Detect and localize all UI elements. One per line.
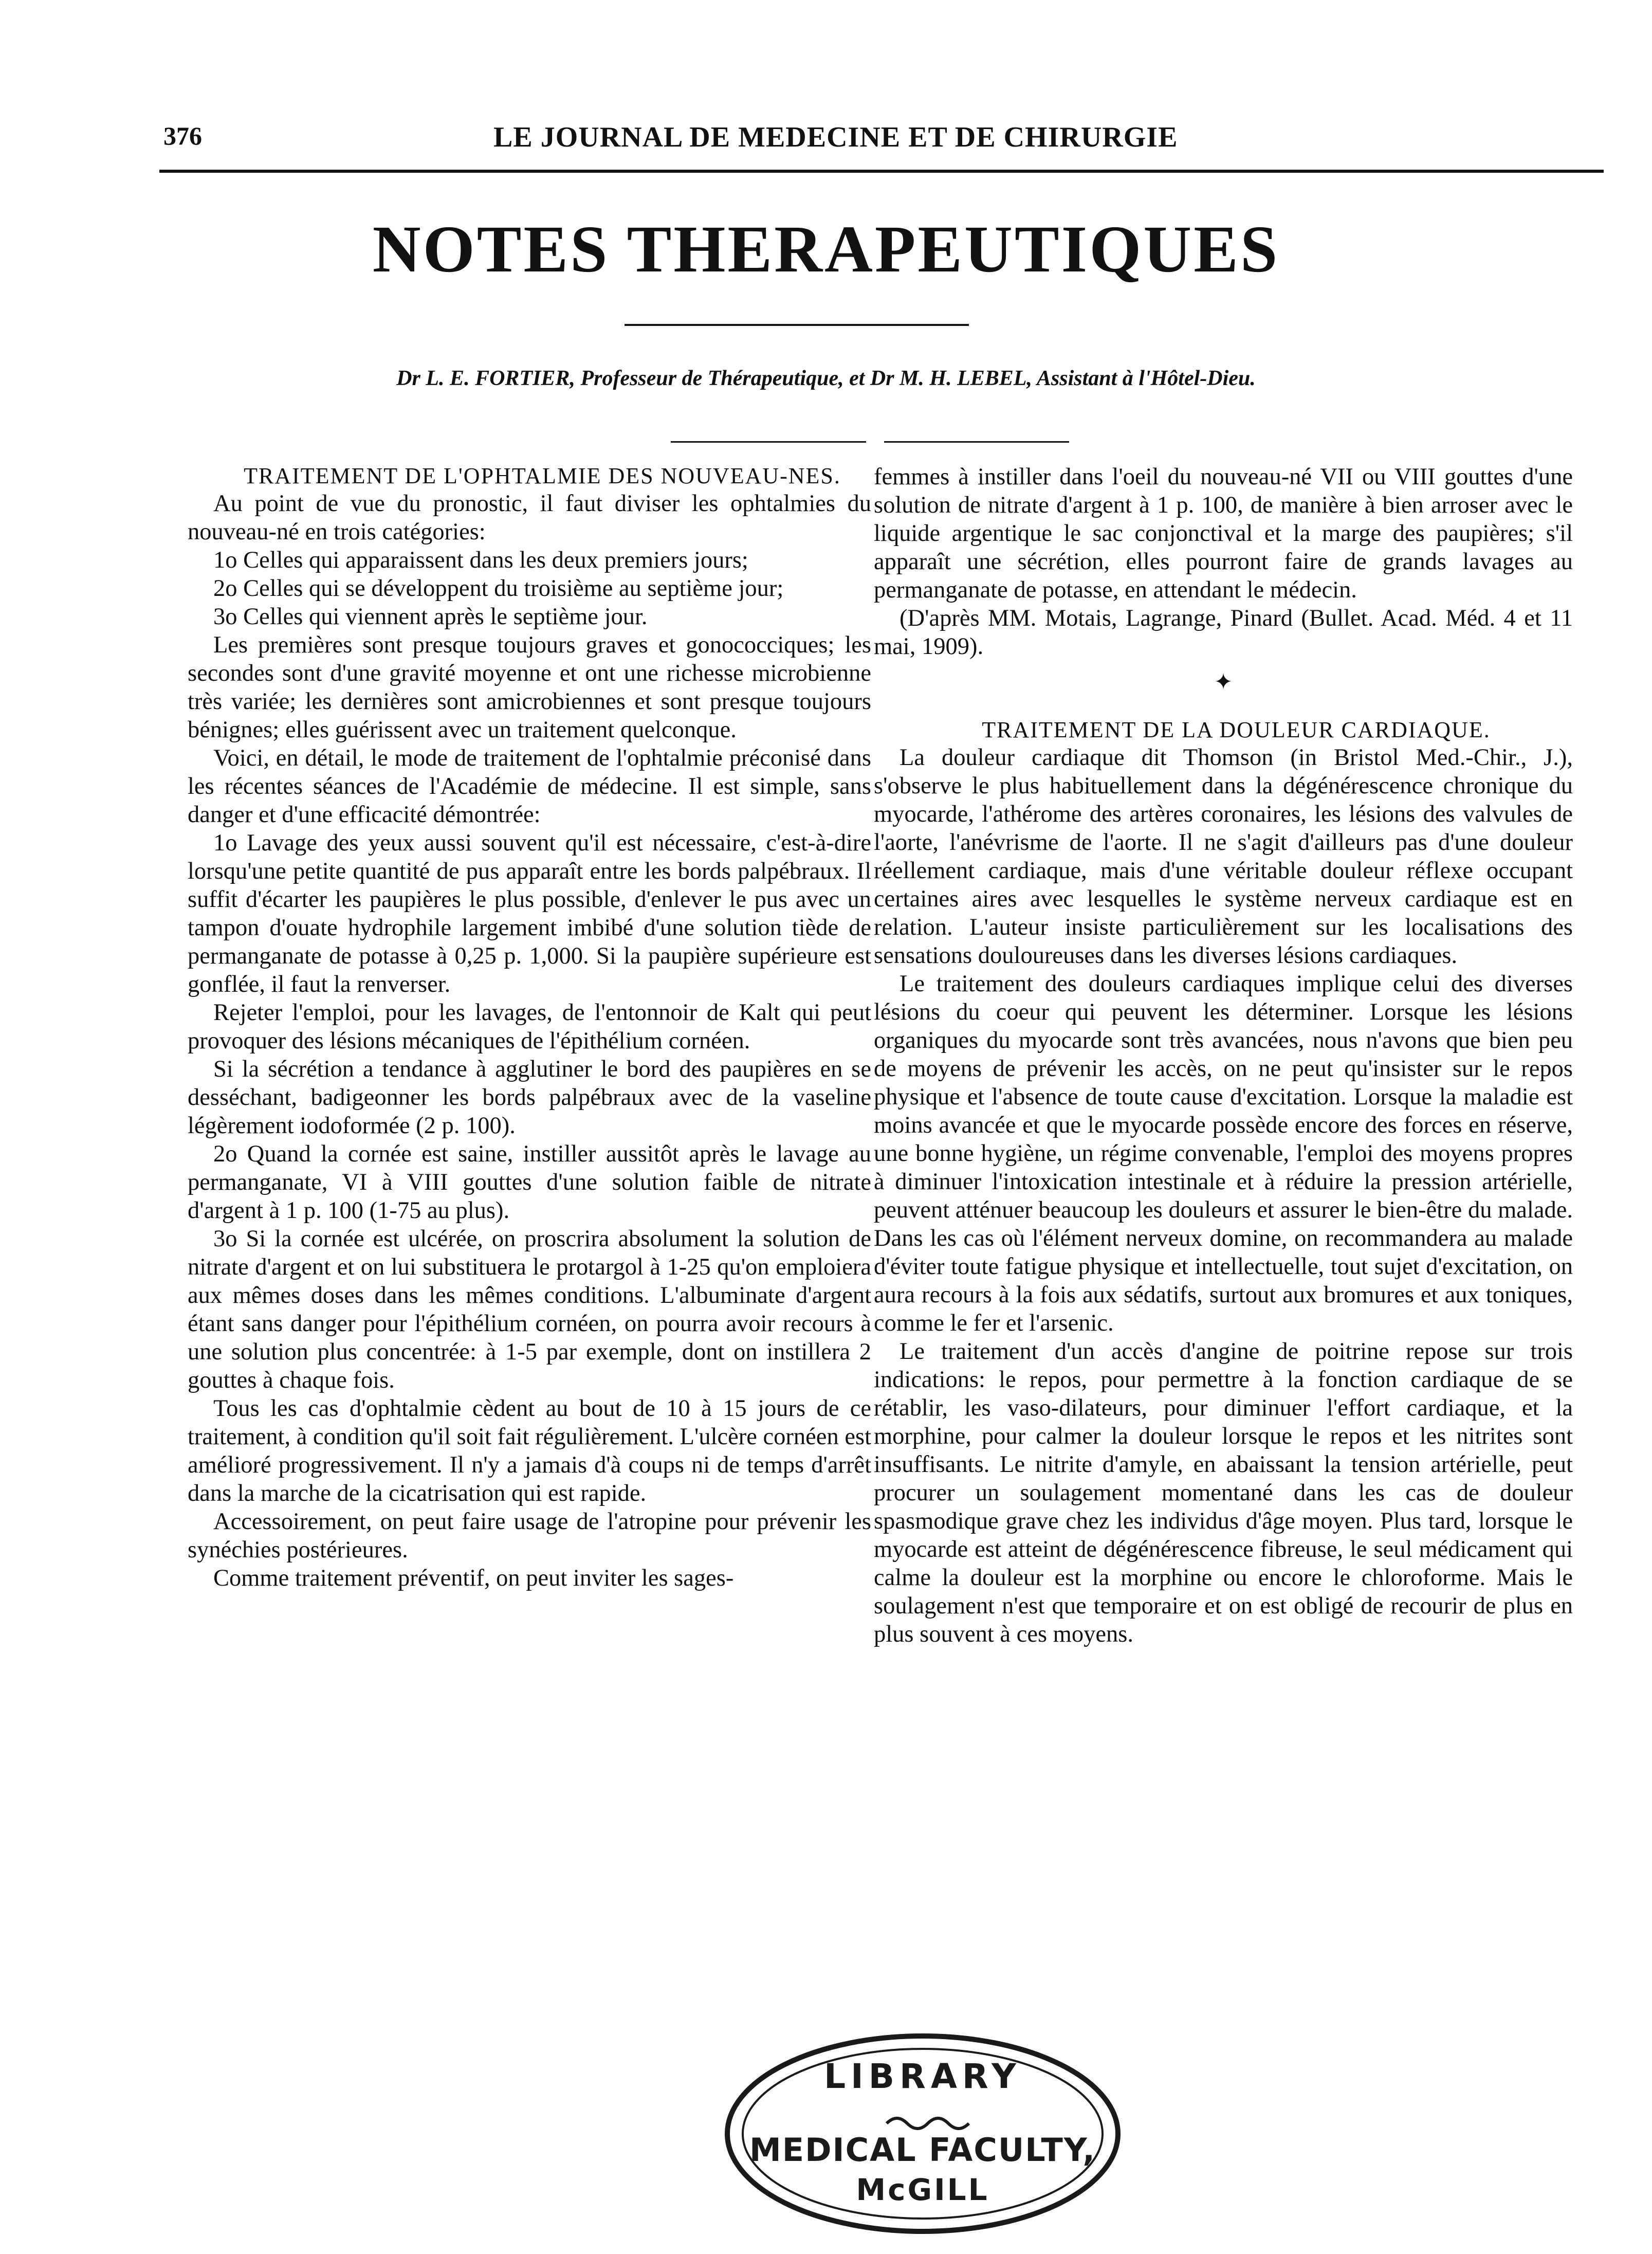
byline-rule-right	[884, 441, 1069, 443]
page-number: 376	[163, 121, 202, 150]
page-title: NOTES THERAPEUTIQUES	[372, 212, 1280, 286]
stamp-line-library: LIBRARY	[824, 2057, 1021, 2096]
paragraph: Rejeter l'emploi, pour les lavages, de l'entonnoir de Kalt qui peut provoquer des lésions mécaniques de l'épithélium cornéen.	[188, 999, 871, 1054]
paragraph: Le traitement des douleurs cardiaques implique celui des diverses lésions du coeur qui peuvent les déterminer. Lorsque les lésions organiques du myocarde sont très avancées, nous n'avons que bien peu de moyens de prévenir les accès, on ne peut qu'insister sur le repos physique et l'absence de toute cause d'excitation. Lorsque la maladie est moins avancée et que le myocarde possède encore des forces en réserve, une bonne hygiène, un régime convenable, l'emploi des moyens propres à diminuer l'intoxication intestinale et à réduire la pression artérielle, peuvent atténuer beaucoup les douleurs et assurer le bien-être du malade. Dans les cas où l'élément nerveux domine, on recommandera au malade d'éviter toute fatigue physique et intellectuelle, tout sujet d'excitation, on aura recours à la fois aux sédatifs, surtout aux bromures et aux toniques, comme le fer et l'arsenic.	[874, 971, 1573, 1336]
paragraph: 1o Celles qui apparaissent dans les deux premiers jours;	[213, 547, 748, 573]
paragraph: Les premières sont presque toujours graves et gonococciques; les secondes sont d'une gravité moyenne et ont une richesse microbienne très variée; les dernières sont amicrobiennes et sont presque toujours bénignes; elles guérissent avec un traitement quelconque.	[188, 632, 871, 743]
library-stamp	[717, 2021, 1128, 2237]
paragraph: Comme traitement préventif, on peut inviter les sages-	[213, 1565, 734, 1591]
paragraph: Si la sécrétion a tendance à agglutiner le bord des paupières en se desséchant, badigeonner les bords palpébraux avec de la vaseline légèrement iodoformée (2 p. 100).	[188, 1056, 871, 1139]
paragraph: 3o Celles qui viennent après le septième jour.	[213, 604, 648, 630]
paragraph: La douleur cardiaque dit Thomson (in Bristol Med.-Chir., J.), s'observe le plus habituellement dans la dégénérescence chronique du myocarde, l'athérome des artères coronaires, les lésions des valvules de l'aorte, l'anévrisme de l'aorte. Il ne s'agit d'ailleurs pas d'une douleur réellement cardiaque, mais d'une véritable douleur réflexe occupant certaines aires avec lesquelles le système nerveux cardiaque est en relation. L'auteur insiste particulièrement sur les localisations des sensations douloureuses dans les diverses lésions cardiaques.	[874, 744, 1573, 969]
byline-rule-left	[671, 441, 866, 443]
stamp-line-mcgill: McGILL	[856, 2172, 989, 2207]
paragraph: Tous les cas d'ophtalmie cèdent au bout de 10 à 15 jours de ce traitement, à condition qu'il soit fait régulièrement. L'ulcère cornéen est amélioré progressivement. Il n'y a jamais d'à coups ni de temps d'arrêt dans la marche de la cicatrisation qui est rapide.	[188, 1395, 871, 1506]
paragraph: femmes à instiller dans l'oeil du nouveau-né VII ou VIII gouttes d'une solution de nitrate d'argent à 1 p. 100, de manière à bien arroser avec le liquide argentique le sac conjonctival et la marge des paupières; s'il apparaît une sécrétion, elles pourront faire de grands lavages au permanganate de potasse, en attendant le médecin.	[874, 464, 1573, 603]
title-rule	[625, 324, 969, 326]
stamp-line-faculty: MEDICAL FACULTY,	[749, 2131, 1096, 2169]
paragraph: 2o Quand la cornée est saine, instiller aussitôt après le lavage au permanganate, VI à VIII gouttes d'une solution faible de nitrate d'argent à 1 p. 100 (1-75 au plus).	[188, 1141, 871, 1224]
paragraph: 2o Celles qui se développent du troisième au septième jour;	[213, 575, 784, 602]
right-column	[874, 463, 1573, 1648]
paragraph: Voici, en détail, le mode de traitement de l'ophtalmie préconisé dans les récentes séances de l'Académie de médecine. Il est simple, sans danger et d'une efficacité démontrée:	[188, 745, 871, 828]
author-byline: Dr L. E. FORTIER, Professeur de Thérapeutique, et Dr M. H. LEBEL, Assistant à l'Hôtel-Dieu.	[396, 367, 1256, 390]
page-header	[159, 121, 1624, 157]
paragraph: Accessoirement, on peut faire usage de l'atropine pour prévenir les synéchies postérieures.	[188, 1508, 871, 1563]
paragraph: Le traitement d'un accès d'angine de poitrine repose sur trois indications: le repos, pour permettre à la fonction cardiaque de se rétablir, les vaso-dilateurs, pour diminuer l'effort cardiaque, et la morphine, pour calmer la douleur lorsque le repos et les nitrites sont insuffisants. Le nitrite d'amyle, en abaissant la tension artérielle, peut procurer un soulagement momentané dans les cas de douleur spasmodique grave chez les individus d'âge moyen. Plus tard, lorsque le myocarde est atteint de dégénérescence fibreuse, le seul médicament qui calme la douleur est la morphine ou encore le chloroforme. Mais le soulagement n'est que temporaire et on est obligé de recourir de plus en plus souvent à ces moyens.	[874, 1338, 1573, 1647]
section-title-douleur-cardiaque: TRAITEMENT DE LA DOULEUR CARDIAQUE.	[982, 717, 1491, 742]
running-head: LE JOURNAL DE MEDECINE ET DE CHIRURGIE	[493, 121, 1178, 153]
paragraph: 1o Lavage des yeux aussi souvent qu'il est nécessaire, c'est-à-dire lorsqu'une petite quantité de pus apparaît entre les bords palpébraux. Il suffit d'écarter les paupières le plus possible, d'enlever le pus avec un tampon d'ouate hydrophile largement imbibé d'une solution tiède de permanganate de potasse à 0,25 p. 1,000. Si la paupière supérieure est gonflée, il faut la renverser.	[188, 830, 871, 997]
left-column	[188, 463, 871, 1592]
paragraph: Au point de vue du pronostic, il faut diviser les ophtalmies du nouveau-né en trois catégories:	[188, 490, 871, 545]
paragraph: 3o Si la cornée est ulcérée, on proscrira absolument la solution de nitrate d'argent et on lui substituera le protargol à 1-25 qu'on emploiera aux mêmes doses dans les mêmes conditions. L'albuminate d'argent étant sans danger pour l'épithélium cornéen, on pourra avoir recours à une solution plus concentrée: à 1-5 par exemple, dont on instillera 2 gouttes à chaque fois.	[188, 1226, 871, 1393]
header-rule	[159, 170, 1604, 173]
citation: (D'après MM. Motais, Lagrange, Pinard (Bullet. Acad. Méd. 4 et 11 mai, 1909).	[874, 605, 1573, 660]
section-title-ophtalmie: TRAITEMENT DE L'OPHTALMIE DES NOUVEAU-NES.	[244, 463, 841, 488]
ornament: ✦	[1214, 669, 1233, 695]
